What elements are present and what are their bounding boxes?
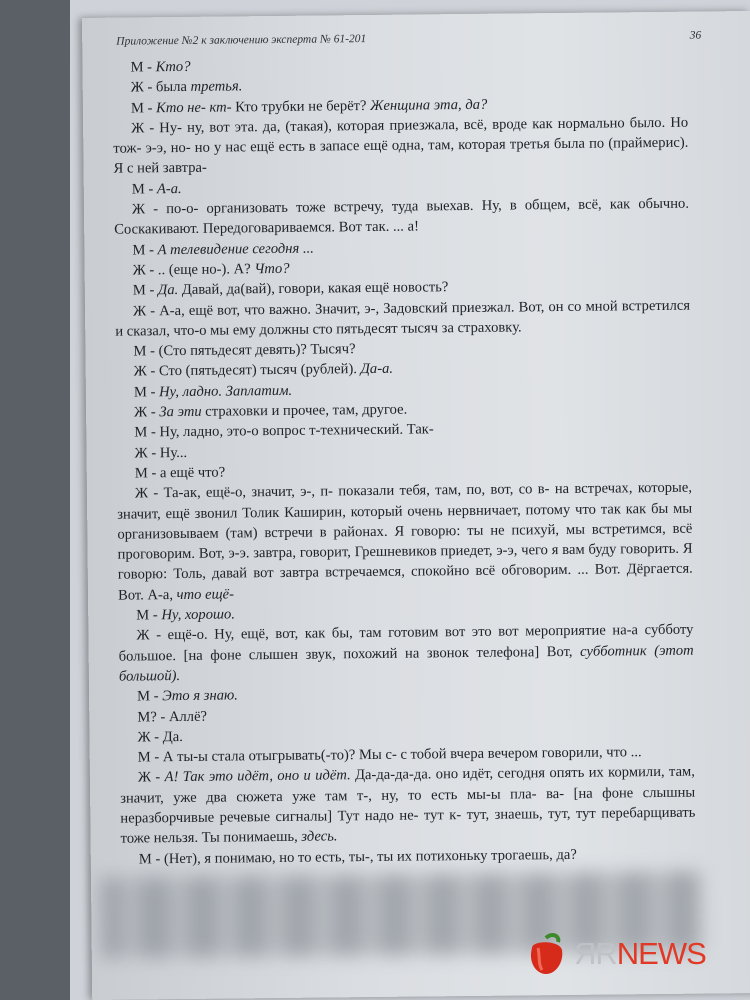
transcript-line: [118, 620, 694, 687]
transcript-line: [113, 113, 689, 180]
page-number: 36: [689, 29, 702, 42]
plain-speech: М - (Сто пятьдесят девять)? Тысяч?: [133, 341, 356, 360]
plain-speech: М? - Аллё?: [137, 708, 208, 725]
transcript-line: [114, 194, 689, 241]
transcript-body: [112, 52, 695, 870]
plain-speech: Ж - А-а, ещё вот, что важно. Значит, э-, Задовский приезжал. Вот, он со мной встретился и сказал, что-о мы ему должны сто пятьдесят тысяч за страховку.: [115, 297, 691, 340]
plain-speech: страховки и прочее, там, другое.: [201, 401, 408, 420]
plain-speech: Ж - Та-ак, ещё-о, значит, э-, п- показали тебя, там, по, вот, со в- на встречах, которые, значит, ещё звонил Толик Каширин, который очень нервничает, потому что так как бы мы организовываем (там) встречи в районах. Я говорю: ты не психуй, мы встретимся, всё проговорим. Вот, э-э. завтра, говорит, Грешневиков приедет, э-э, чего я вам буду говорить. Я говорю: Толь, давай вот завтра встречаемся, спокойно всё обговорим. ... Вот. Дёргается. Вот. А-а,: [117, 479, 693, 604]
transcript-line: [117, 478, 693, 606]
plain-speech: М -: [132, 241, 158, 259]
italic-speech: субботник (этот большой).: [118, 642, 694, 685]
brand-gray-part: ЯR: [574, 936, 617, 971]
plain-speech: Кто трубки не берёт?: [231, 97, 371, 116]
header-title: Приложение №2 к заключению эксперта № 61-201: [116, 33, 367, 48]
plain-speech: Давай, да(вай), говори, какая ещё новость?: [178, 279, 449, 299]
italic-speech: Да-а.: [360, 361, 394, 378]
plain-speech: Ж - была: [130, 79, 191, 96]
plain-speech: Ж -: [134, 404, 160, 421]
document-page: [82, 11, 750, 1000]
italic-speech: что ещё-: [176, 586, 235, 603]
italic-speech: третья.: [190, 78, 243, 96]
transcript-line: [115, 295, 690, 342]
plain-speech: Ж - Ну- ну, вот эта. да, (такая), которая приезжала, всё, вроде как нормально было. Но тож- э-э, но- но у нас ещё есть в запасе ещё одна, там, которая третья была по (праймерис). Я с ней завтра-: [113, 114, 689, 178]
plain-speech: Ж - Да.: [137, 728, 183, 746]
plain-speech: Ж - Сто (пятьдесят) тысяч (рублей).: [133, 361, 361, 380]
plain-speech: Ж - .. (еще но-). А?: [132, 261, 255, 279]
italic-speech: Кто?: [155, 58, 191, 76]
italic-speech: А! Так это идёт, оно и идёт.: [164, 767, 351, 786]
watermark-brand: [574, 936, 706, 972]
plain-speech: М -: [132, 282, 159, 299]
italic-speech: Да.: [157, 282, 179, 299]
italic-speech: Ну, ладно. Заплатим.: [158, 382, 293, 400]
plain-speech: М - Ну, ладно, это-о вопрос т-технический. Так-: [134, 421, 434, 441]
plain-speech: М -: [136, 607, 162, 624]
plain-speech: Ж -: [137, 769, 165, 786]
plain-speech: Ж - ещё-о. Ну, ещё, вот, как бы, там готовим вот это вот мероприятие на-а субботу большое. [на фоне слышен звук, похожий на звонок телефона] Вот,: [118, 621, 694, 665]
italic-speech: За эти: [159, 403, 202, 421]
plain-speech: М - (Нет), я понимаю, но то есть, ты-, ты их потихоньку трогаешь, да?: [138, 846, 577, 868]
brand-red-part: NEWS: [616, 936, 706, 971]
watermark-logo: [522, 930, 722, 980]
plain-speech: М -: [133, 383, 160, 401]
plain-speech: Да-да-да-да. оно идёт, сегодня опять их кормили, там, значит, уже два сюжета уже там т-, ну, то есть мы-ы пла- ва- [на фоне слышны неразборчивые речевые сигналы] Тут надо не- тут к- тут, знаешь, тут, тут перебарщивать тоже нельзя. Ты понимаешь,: [120, 764, 696, 847]
page-header: [116, 30, 701, 48]
plain-speech: М -: [130, 59, 156, 76]
plain-speech: М - а ещё что?: [134, 464, 226, 482]
plain-speech: Ж - по-о- организовать тоже встречу, туда выехав. Ну, в общем, всё, как обычно. Соскакивают. Передоговариваемся. Вот так. ... а!: [114, 195, 690, 239]
italic-speech: А телевидение сегодня ...: [157, 240, 314, 258]
italic-speech: Женщина эта, да?: [370, 96, 488, 114]
transcript-line: [120, 762, 696, 849]
italic-speech: А-а.: [156, 180, 182, 198]
plain-speech: Ж - Ну...: [134, 444, 188, 462]
red-pepper-icon: [522, 930, 570, 978]
italic-speech: Что?: [254, 260, 290, 278]
plain-speech: М -: [137, 688, 163, 705]
italic-speech: Кто не- кт-: [156, 99, 232, 116]
italic-speech: Это я знаю.: [162, 687, 238, 705]
italic-speech: Ну, хорошо.: [161, 606, 236, 624]
plain-speech: М -: [131, 181, 158, 198]
italic-speech: здесь.: [301, 828, 338, 846]
plain-speech: М - А ты-ы стала отыгрывать(-то)? Мы с- с тобой вчера вечером говорили, что ...: [137, 744, 642, 766]
plain-speech: М -: [130, 99, 157, 117]
